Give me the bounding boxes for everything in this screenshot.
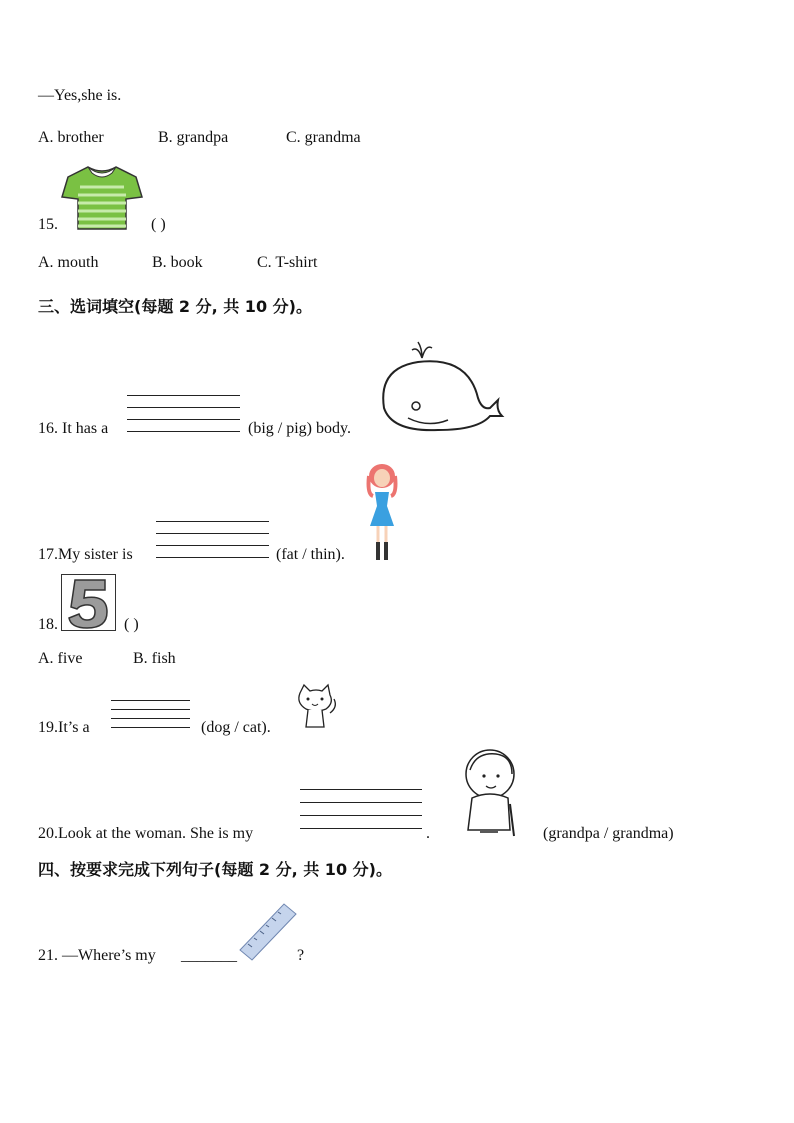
q17-prefix: 17.My sister is bbox=[38, 546, 133, 563]
q20-prefix: 20.Look at the woman. She is my bbox=[38, 825, 254, 842]
girl-icon bbox=[363, 462, 401, 562]
q20-writing-lines[interactable] bbox=[300, 789, 422, 829]
section3-heading: 三、选词填空(每题 2 分, 共 10 分)。 bbox=[38, 297, 312, 316]
q18-option-b[interactable]: B. fish bbox=[133, 650, 176, 667]
t-shirt-icon bbox=[60, 163, 144, 233]
q14-option-a[interactable]: A. brother bbox=[38, 129, 104, 146]
q14-option-b[interactable]: B. grandpa bbox=[158, 129, 229, 146]
q20-suffix: (grandpa / grandma) bbox=[543, 825, 674, 842]
q21-prefix: 21. —Where’s my bbox=[38, 947, 156, 964]
q18-answer-bracket[interactable]: ( ) bbox=[124, 616, 139, 633]
q17-suffix: (fat / thin). bbox=[276, 546, 345, 563]
cat-icon bbox=[292, 683, 340, 731]
q18-number: 18. bbox=[38, 616, 58, 633]
q15-option-c[interactable]: C. T-shirt bbox=[257, 254, 318, 271]
q19-suffix: (dog / cat). bbox=[201, 719, 271, 736]
q19-prefix: 19.It’s a bbox=[38, 719, 90, 736]
q15-option-a[interactable]: A. mouth bbox=[38, 254, 99, 271]
q16-prefix: 16. It has a bbox=[38, 420, 109, 437]
section4-heading: 四、按要求完成下列句子(每题 2 分, 共 10 分)。 bbox=[38, 860, 392, 879]
q16-suffix: (big / pig) body. bbox=[248, 420, 351, 437]
ruler-icon bbox=[238, 900, 298, 964]
number-five-icon bbox=[61, 574, 116, 631]
grandma-icon bbox=[458, 746, 528, 838]
q15-number: 15. bbox=[38, 216, 58, 233]
q20-period: . bbox=[426, 825, 430, 842]
q21-answer-blank[interactable]: _______ bbox=[181, 947, 237, 964]
q19-writing-lines[interactable] bbox=[111, 700, 190, 730]
q15-answer-bracket[interactable]: ( ) bbox=[151, 216, 166, 233]
q21-suffix: ? bbox=[297, 947, 305, 964]
q18-option-a[interactable]: A. five bbox=[38, 650, 83, 667]
whale-icon bbox=[378, 338, 504, 434]
q15-option-b[interactable]: B. book bbox=[152, 254, 203, 271]
q14-option-c[interactable]: C. grandma bbox=[286, 129, 361, 146]
q16-writing-lines[interactable] bbox=[127, 395, 240, 435]
q14-answer-line: —Yes,she is. bbox=[38, 87, 122, 104]
q17-writing-lines[interactable] bbox=[156, 521, 269, 561]
